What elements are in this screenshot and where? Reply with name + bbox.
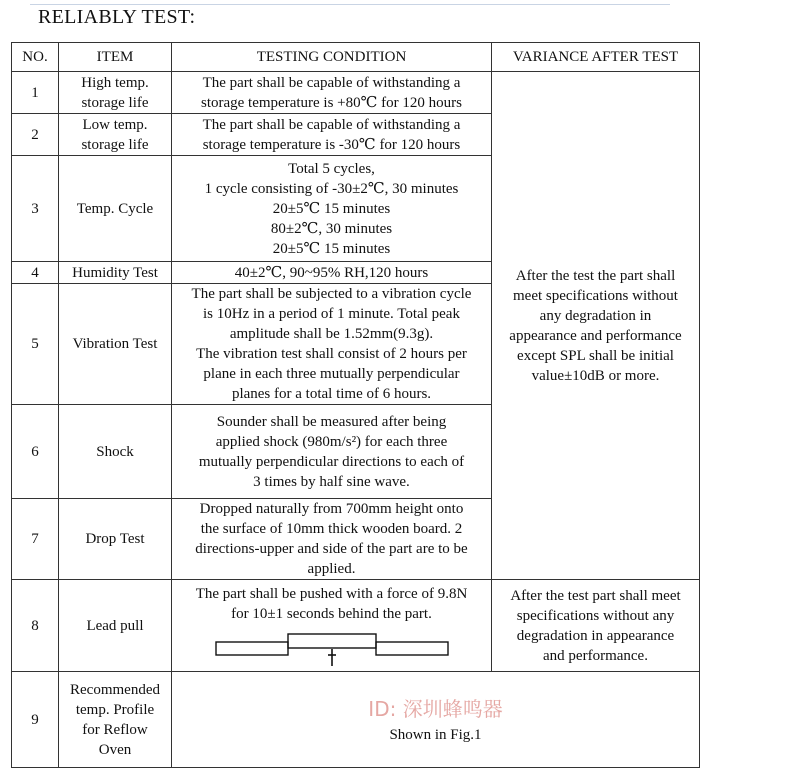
row-condition: Sounder shall be measured after being applied shock (980m/s²) for each three mutually perpendicular directions to each of 3 times by half sine wave.	[172, 405, 492, 499]
row-no: 7	[12, 499, 59, 580]
row-condition: 40±2℃, 90~95% RH,120 hours	[172, 262, 492, 284]
row-item: Humidity Test	[59, 262, 172, 284]
row-no: 3	[12, 156, 59, 262]
row-condition: The part shall be capable of withstanding a storage temperature is -30℃ for 120 hours	[172, 114, 492, 156]
row-condition-merged	[172, 672, 700, 768]
row-condition: Total 5 cycles, 1 cycle consisting of -30±2℃, 30 minutes 20±5℃ 15 minutes 80±2℃, 30 minutes 20±5℃ 15 minutes	[172, 156, 492, 262]
table-header-row	[12, 43, 700, 72]
table-row	[12, 580, 700, 672]
lead-pull-diagram	[214, 628, 450, 668]
row-no: 5	[12, 284, 59, 405]
page-title: RELIABLY TEST:	[38, 6, 196, 28]
header-condition: TESTING CONDITION	[172, 43, 492, 72]
row-condition: The part shall be subjected to a vibration cycle is 10Hz in a period of 1 minute. Total peak amplitude shall be 1.52mm(9.3g). The vibration test shall consist of 2 hours per plane in each three mutually perpendicular planes for a total time of 6 hours.	[172, 284, 492, 405]
row-item: Shock	[59, 405, 172, 499]
table-row	[12, 672, 700, 768]
row-no: 8	[12, 580, 59, 672]
row-no: 1	[12, 72, 59, 114]
row-no: 2	[12, 114, 59, 156]
row-condition: The part shall be pushed with a force of 9.8N for 10±1 seconds behind the part.	[195, 585, 468, 622]
variance-row-8: After the test part shall meet specifications without any degradation in appearance and performance.	[492, 580, 700, 672]
row-item: High temp. storage life	[59, 72, 172, 114]
row-item: Recommended temp. Profile for Reflow Oven	[59, 672, 172, 768]
row-condition: Dropped naturally from 700mm height onto the surface of 10mm thick wooden board. 2 directions-upper and side of the part are to be applied.	[172, 499, 492, 580]
header-no: NO.	[12, 43, 59, 72]
header-item: ITEM	[59, 43, 172, 72]
header-variance: VARIANCE AFTER TEST	[492, 43, 700, 72]
row-item: Low temp. storage life	[59, 114, 172, 156]
row-condition: The part shall be capable of withstanding a storage temperature is +80℃ for 120 hours	[172, 72, 492, 114]
reliability-test-table	[11, 42, 700, 768]
row-condition: Shown in Fig.1	[389, 726, 482, 743]
row-condition-cell	[172, 580, 492, 672]
row-item: Vibration Test	[59, 284, 172, 405]
row-no: 9	[12, 672, 59, 768]
top-divider	[30, 4, 670, 5]
watermark-text: ID: 深圳蜂鸣器	[368, 696, 503, 721]
row-item: Drop Test	[59, 499, 172, 580]
variance-rows-1-7: After the test the part shall meet specifications without any degradation in appearance and performance except SPL shall be initial value±10dB or more.	[492, 72, 700, 580]
table-row	[12, 72, 700, 114]
row-no: 4	[12, 262, 59, 284]
row-no: 6	[12, 405, 59, 499]
row-item: Temp. Cycle	[59, 156, 172, 262]
row-item: Lead pull	[59, 580, 172, 672]
